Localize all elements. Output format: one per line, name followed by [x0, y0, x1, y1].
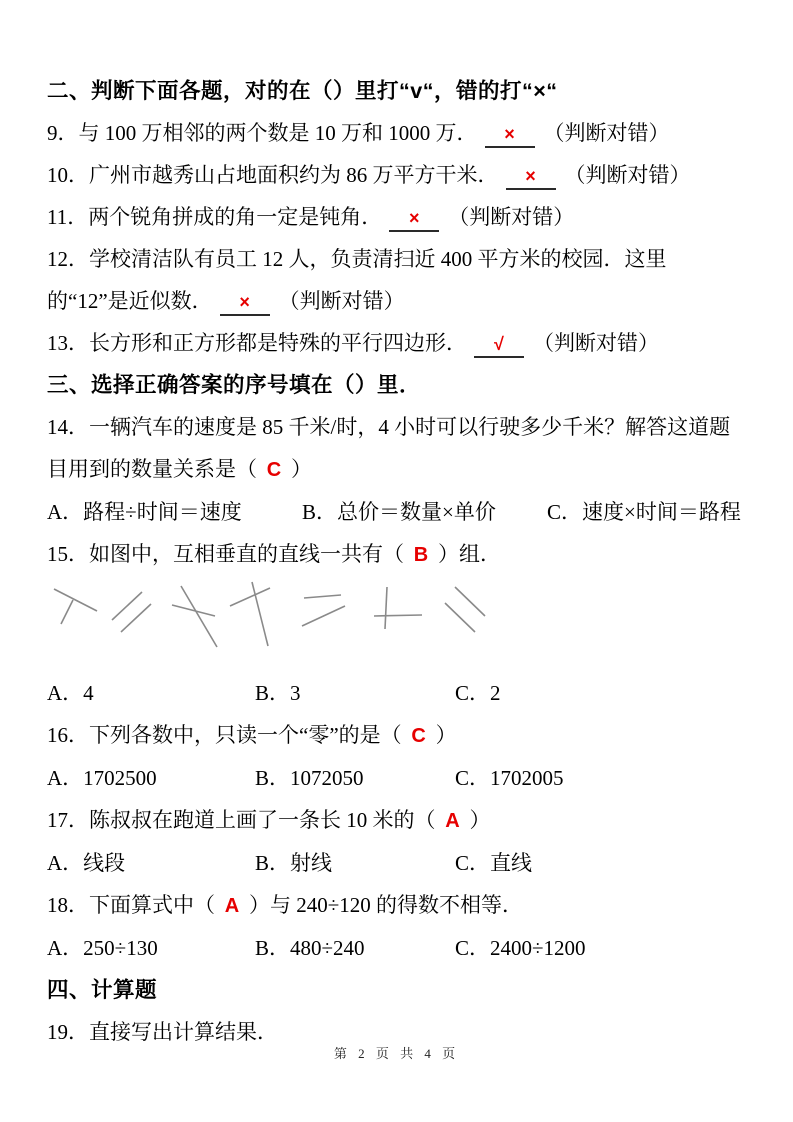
- question-16-options: [47, 757, 748, 799]
- question-text-end: ）与 240÷120 的得数不相等．: [249, 893, 524, 917]
- choice-answer: B: [413, 544, 429, 566]
- option-c: C．直线: [455, 851, 533, 875]
- option-b: B．3: [255, 681, 301, 705]
- question-text: 13．长方形和正方形都是特殊的平行四边形．: [47, 331, 467, 355]
- question-text-end: ）: [291, 457, 312, 481]
- question-10: [47, 154, 748, 196]
- question-11: [47, 196, 748, 238]
- answer-blank: [506, 163, 556, 190]
- question-15: [47, 533, 748, 576]
- option-a: A．250÷130: [47, 936, 158, 960]
- option-b: B．1072050: [255, 766, 364, 790]
- question-18: [47, 884, 748, 927]
- option-a: A．4: [47, 681, 94, 705]
- judgment-suffix: （判断对错）: [448, 205, 575, 229]
- answer-blank: [485, 121, 535, 148]
- question-12: [47, 238, 748, 322]
- judgment-suffix: （判断对错）: [533, 331, 659, 355]
- option-c: C．2: [455, 681, 501, 705]
- question-text-end: ）: [435, 723, 457, 747]
- question-15-options: [47, 672, 748, 714]
- section-judgment-heading: 二、判断下面各题，对的在（）里打“v“，错的打“×“: [47, 79, 558, 103]
- question-17: [47, 799, 748, 842]
- q15-figure-row: [37, 576, 748, 672]
- option-a: A．1702500: [47, 766, 157, 790]
- question-13: [47, 322, 748, 364]
- answer-blank: [220, 289, 270, 316]
- choice-answer: C: [411, 725, 426, 747]
- option-a: A．路程÷时间＝速度: [47, 500, 242, 524]
- question-text: 19．直接写出计算结果．: [47, 1020, 278, 1044]
- judgment-answer: ×: [525, 166, 536, 186]
- question-14-options: [47, 491, 748, 533]
- option-b: B．射线: [255, 851, 333, 875]
- question-text: 9．与 100 万相邻的两个数是 10 万和 1000 万．: [47, 121, 478, 145]
- choice-answer: A: [224, 895, 240, 917]
- question-text: 18．下面算式中（: [47, 893, 215, 917]
- question-9: [47, 112, 748, 154]
- question-14: [47, 406, 748, 491]
- judgment-answer: ×: [408, 208, 420, 228]
- judgment-suffix: （判断对错）: [278, 289, 405, 313]
- question-text: 16．下列各数中，只读一个“零”的是（: [47, 723, 402, 747]
- judgment-answer: ×: [239, 292, 250, 312]
- page-number: 第 2 页 共 4 页: [333, 1046, 460, 1061]
- option-c: C．速度×时间＝路程: [547, 500, 741, 524]
- question-text: 14．一辆汽车的速度是 85 千米/时，4 小时可以行驶多少千米？解答这道题目用到的数量关系是（: [47, 415, 731, 481]
- judgment-suffix: （判断对错）: [564, 163, 691, 187]
- option-b: B．480÷240: [255, 936, 365, 960]
- choice-answer: A: [445, 810, 460, 832]
- question-16: [47, 714, 748, 757]
- q15-lines-figure: [37, 576, 497, 656]
- question-text: 17．陈叔叔在跑道上画了一条长 10 米的（: [47, 808, 436, 832]
- option-a: A．线段: [47, 851, 126, 875]
- section-calculation-heading: 四、计算题: [47, 978, 158, 1002]
- question-text: 11．两个锐角拼成的角一定是钝角．: [47, 205, 383, 229]
- answer-blank: [474, 331, 524, 358]
- question-text-end: ）: [469, 808, 491, 832]
- section-choice-heading: 三、选择正确答案的序号填在（）里．: [47, 373, 422, 397]
- question-text: 15．如图中，互相垂直的直线一共有（: [47, 542, 404, 566]
- judgment-answer: ×: [504, 124, 515, 144]
- judgment-answer: √: [494, 334, 504, 354]
- option-c: C．2400÷1200: [455, 936, 586, 960]
- question-text: 12．学校清洁队有员工 12 人，负责清扫近 400 平方米的校园．这里的“12”是近似数．: [47, 247, 667, 313]
- question-text: 10．广州市越秀山占地面积约为 86 万平方干米．: [47, 163, 499, 187]
- question-17-options: [47, 842, 748, 884]
- judgment-suffix: （判断对错）: [543, 121, 670, 145]
- question-18-options: [47, 927, 748, 969]
- option-b: B．总价＝数量×单价: [302, 500, 496, 524]
- answer-blank: [389, 205, 439, 232]
- question-text-end: ）组．: [438, 542, 501, 566]
- choice-answer: C: [266, 459, 282, 481]
- option-c: C．1702005: [455, 766, 564, 790]
